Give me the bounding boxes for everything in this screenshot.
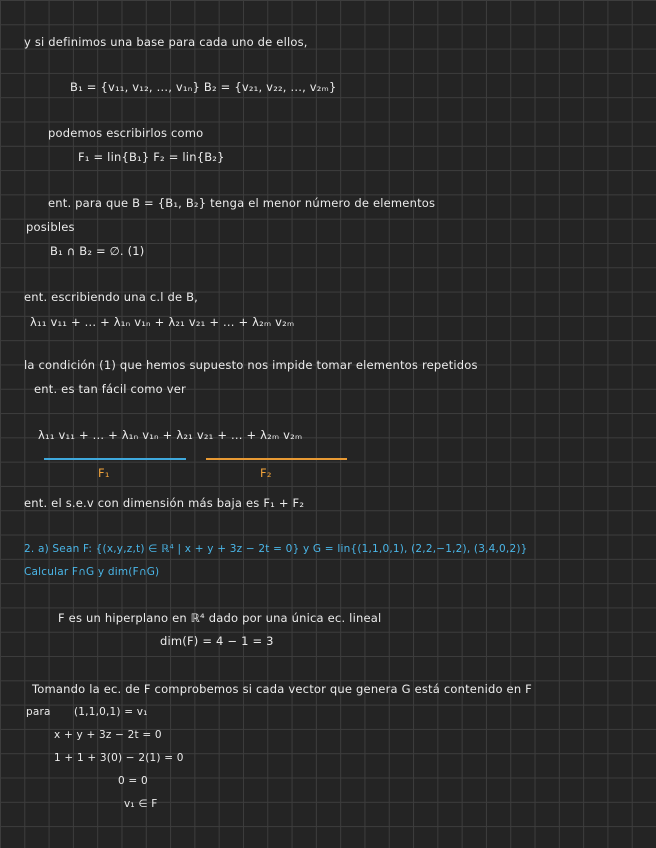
underline-f1 <box>44 458 186 460</box>
formula-intersection: B₁ ∩ B₂ = ∅. (1) <box>50 244 145 258</box>
exercise-question: Calcular F∩G y dim(F∩G) <box>24 566 160 578</box>
note-line: Tomando la ec. de F comprobemos si cada vector que genera G está contenido en F <box>32 682 532 696</box>
note-line: posibles <box>26 220 75 234</box>
note-line: la condición (1) que hemos supuesto nos impide tomar elementos repetidos <box>24 358 478 372</box>
formula-membership: v₁ ∈ F <box>124 798 158 810</box>
note-line: ent. para que B = {B₁, B₂} tenga el menor número de elementos <box>48 196 436 210</box>
note-line: F es un hiperplano en ℝ⁴ dado por una única ec. lineal <box>58 611 382 625</box>
note-line: podemos escribirlos como <box>48 126 204 140</box>
note-line: y si definimos una base para cada uno de ellos, <box>24 35 308 49</box>
label-f2: F₂ <box>260 466 272 480</box>
underline-f2 <box>206 458 347 460</box>
formula-linear-combination: λ₁₁ v₁₁ + ... + λ₁ₙ v₁ₙ + λ₂₁ v₂₁ + ... + λ₂ₘ v₂ₘ <box>30 315 295 329</box>
exercise-statement: 2. a) Sean F: {(x,y,z,t) ∈ ℝ⁴ | x + y + 3z − 2t = 0} y G = lin{(1,1,0,1), (2,2,−1,2), (3,4,0,2)} <box>24 543 528 555</box>
label-f1: F₁ <box>98 466 110 480</box>
note-line: para <box>26 706 51 718</box>
formula-equation: x + y + 3z − 2t = 0 <box>54 729 162 741</box>
note-line: ent. escribiendo una c.l de B, <box>24 290 199 304</box>
formula-dimension: dim(F) = 4 − 1 = 3 <box>160 634 274 648</box>
formula-substitution: 1 + 1 + 3(0) − 2(1) = 0 <box>54 752 184 764</box>
formula-result: 0 = 0 <box>118 775 148 787</box>
note-line: ent. el s.e.v con dimensión más baja es F₁ + F₂ <box>24 496 305 510</box>
formula-spans: F₁ = lin{B₁} F₂ = lin{B₂} <box>78 150 225 164</box>
note-line: ent. es tan fácil como ver <box>34 382 186 396</box>
formula-vector: (1,1,0,1) = v₁ <box>74 706 148 718</box>
formula-bases: B₁ = {v₁₁, v₁₂, ..., v₁ₙ} B₂ = {v₂₁, v₂₂, ..., v₂ₘ} <box>70 80 337 94</box>
formula-linear-combination: λ₁₁ v₁₁ + ... + λ₁ₙ v₁ₙ + λ₂₁ v₂₁ + ... + λ₂ₘ v₂ₘ <box>38 428 303 442</box>
